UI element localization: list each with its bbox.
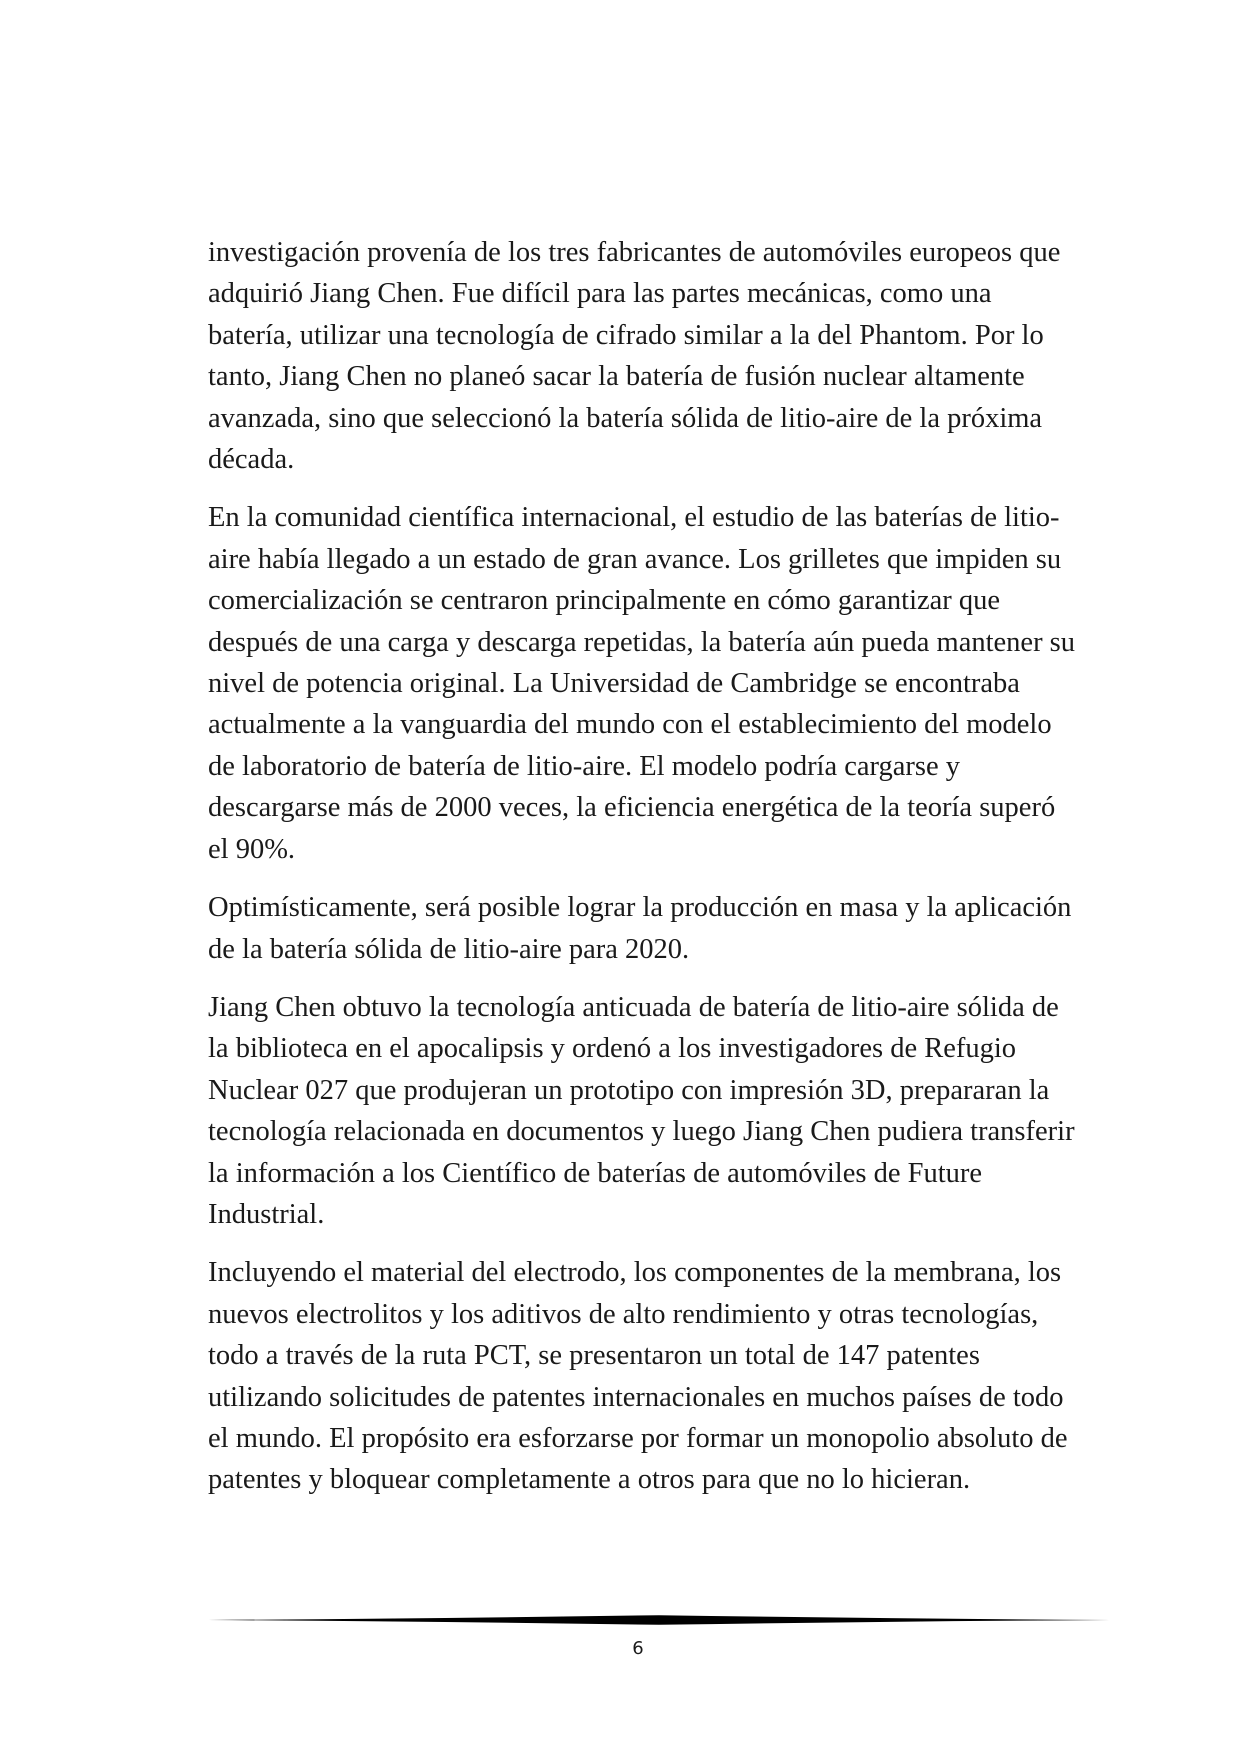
footer-rule (208, 1612, 1110, 1628)
paragraph-1: investigación provenía de los tres fabricantes de automóviles europeos que adquirió Jiang Chen. Fue difícil para las partes mecánicas, como una batería, utilizar una tecnología de cifrado similar a la del Phantom. Por lo tanto, Jiang Chen no planeó sacar la batería de fusión nuclear altamente avanzada, sino que seleccionó la batería sólida de litio-aire de la próxima década. (208, 237, 1061, 476)
paragraph-4: Jiang Chen obtuvo la tecnología anticuada de batería de litio-aire sólida de la biblioteca en el apocalipsis y ordenó a los investigadores de Refugio Nuclear 027 que produjeran un prototipo con impresión 3D, prepararan la tecnología relacionada en documentos y luego Jiang Chen pudiera transferir la información a los Científico de baterías de automóviles de Future Industrial. (208, 991, 1075, 1230)
paragraph-3: Optimísticamente, será posible lograr la producción en masa y la aplicación de la batería sólida de litio-aire para 2020. (208, 892, 1072, 965)
body-text (208, 232, 1078, 1518)
paragraph-2: En la comunidad científica internacional, el estudio de las baterías de litio-aire había llegado a un estado de gran avance. Los grilletes que impiden su comercialización se centraron principalmente en cómo garantizar que después de una carga y descarga repetidas, la batería aún pueda mantener su nivel de potencia original. La Universidad de Cambridge se encontraba actualmente a la vanguardia del mundo con el establecimiento del modelo de laboratorio de batería de litio-aire. El modelo podría cargarse y descargarse más de 2000 veces, la eficiencia energética de la teoría superó el 90%. (208, 502, 1076, 865)
page-number: 6 (632, 1638, 644, 1659)
paragraph-5: Incluyendo el material del electrodo, los componentes de la membrana, los nuevos electrolitos y los aditivos de alto rendimiento y otras tecnologías, todo a través de la ruta PCT, se presentaron un total de 147 patentes utilizando solicitudes de patentes internacionales en muchos países de todo el mundo. El propósito era esforzarse por formar un monopolio absoluto de patentes y bloquear completamente a otros para que no lo hicieran. (208, 1257, 1068, 1496)
